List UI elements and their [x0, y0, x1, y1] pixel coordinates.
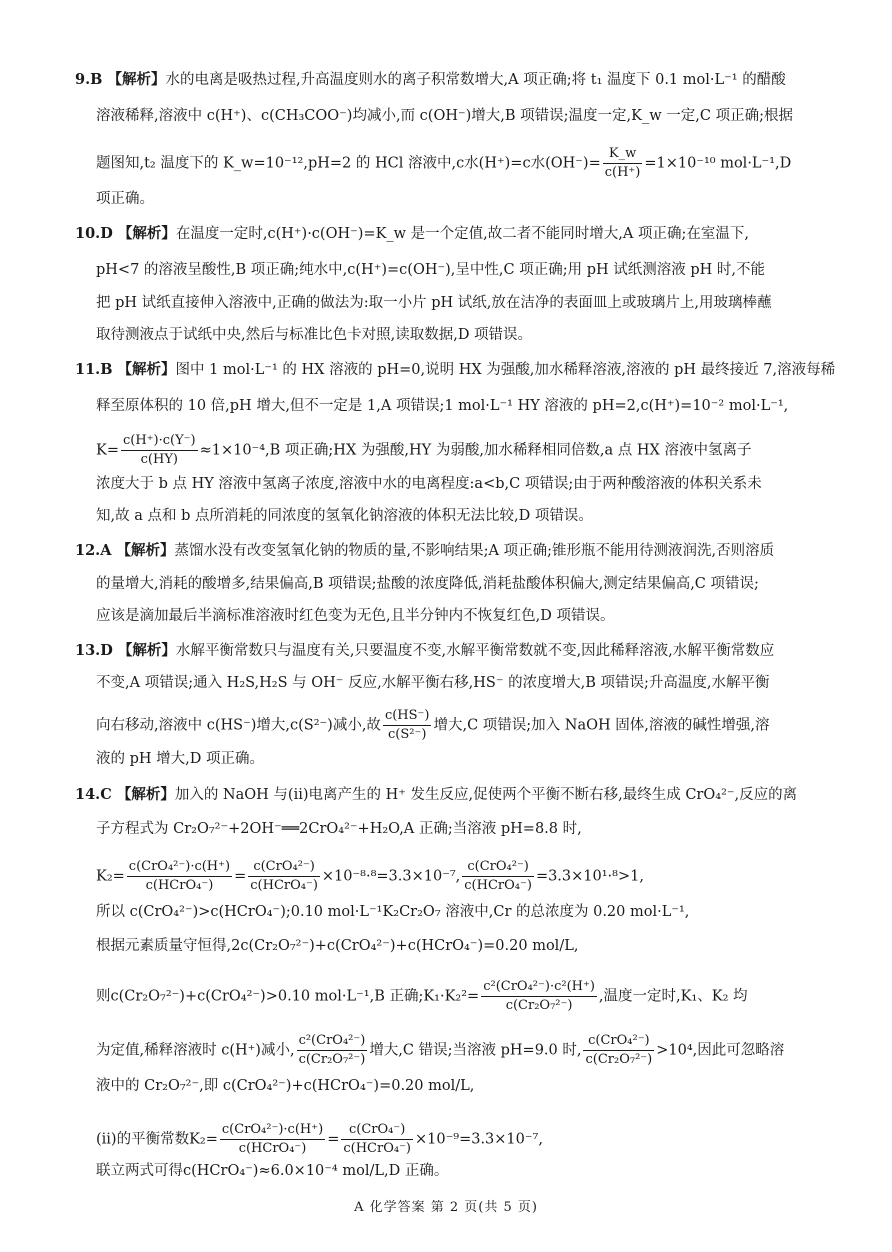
fraction-denominator: c(HCrO₄⁻): [145, 878, 214, 893]
fraction-numerator: c(HS⁻): [383, 708, 432, 726]
q14-fraction-4: [481, 979, 597, 1014]
q13-line-4: 液的 pH 增大,D 项正确。: [96, 751, 264, 767]
q13-line-3: [96, 708, 769, 743]
q12-line-2: 的量增大,消耗的酸增多,结果偏高,B 项错误;盐酸的浓度降低,消耗盐酸体积偏大,测定结果偏高,C 项错误;: [96, 576, 759, 592]
q14-line-1: [75, 786, 797, 804]
fraction-denominator: c(Cr₂O₇²⁻): [298, 1052, 366, 1067]
fraction-numerator: c²(CrO₄²⁻)·c²(H⁺): [481, 979, 597, 997]
fraction-denominator: c(HY): [140, 452, 178, 467]
q14-text: 则c(Cr₂O₇²⁻)+c(CrO₄²⁻)>0.10 mol·L⁻¹,B 正确;K₁·K₂²=: [96, 988, 480, 1005]
q14-line-10: 联立两式可得c(HCrO₄⁻)≈6.0×10⁻⁴ mol/L,D 正确。: [96, 1163, 449, 1179]
q12-line-3: 应该是滴加最后半滴标准溶液时红色变为无色,且半分钟内不恢复红色,D 项错误。: [96, 608, 615, 624]
q11-line-3: [96, 433, 751, 468]
q9-line-4: 项正确。: [96, 191, 154, 207]
q9-line-3: [96, 146, 791, 181]
fraction-denominator: c(H⁺): [604, 165, 641, 180]
q14-fraction-8: [341, 1122, 413, 1157]
q10-header: 10.D 【解析】: [75, 225, 176, 242]
q11-header: 11.B 【解析】: [75, 361, 176, 378]
fraction-denominator: c(Cr₂O₇²⁻): [505, 998, 573, 1013]
fraction-denominator: c(HCrO₄⁻): [250, 878, 318, 893]
q11-line-2: 释至原体积的 10 倍,pH 增大,但不一定是 1,A 项错误;1 mol·L⁻¹ HY 溶液的 pH=2,c(H⁺)=10⁻² mol·L⁻¹,: [96, 398, 789, 414]
q14-line-5: 根据元素质量守恒得,2c(Cr₂O₇²⁻)+c(CrO₄²⁻)+c(HCrO₄⁻)=0.20 mol/L,: [96, 938, 579, 954]
q11-line-5: 知,故 a 点和 b 点所消耗的同浓度的氢氧化钠溶液的体积无法比较,D 项错误。: [96, 508, 593, 524]
fraction-numerator: c(H⁺)·c(Y⁻): [121, 433, 198, 451]
q14-text: ×10⁻⁸·⁸=3.3×10⁻⁷,: [321, 868, 461, 885]
q12-line-1: [75, 542, 774, 560]
q14-text: =: [234, 868, 247, 885]
q14-text: 为定值,稀释溶液时 c(H⁺)减小,: [96, 1042, 295, 1059]
q9-line-2: 溶液稀释,溶液中 c(H⁺)、c(CH₃COO⁻)均减小,而 c(OH⁻)增大,B 项错误;温度一定,K_w 一定,C 项正确;根据: [96, 108, 793, 124]
q11-line-4: 浓度大于 b 点 HY 溶液中氢离子浓度,溶液中水的电离程度:a<b,C 项错误;由于两种酸溶液的体积关系未: [96, 476, 762, 492]
q14-fraction-6: [583, 1033, 654, 1068]
q9-fraction: [603, 146, 643, 181]
q14-fraction-2: [248, 859, 320, 894]
fraction-numerator: c(CrO₄²⁻): [248, 859, 320, 877]
fraction-numerator: c(CrO₄²⁻)·c(H⁺): [220, 1122, 325, 1140]
q14-fraction-3: [462, 859, 534, 894]
q10-line-1: [75, 225, 749, 243]
q14-line-3: [96, 859, 644, 894]
fraction-numerator: c(CrO₄²⁻)·c(H⁺): [127, 859, 232, 877]
q14-text: ×10⁻⁹=3.3×10⁻⁷,: [415, 1131, 543, 1148]
fraction-numerator: c²(CrO₄²⁻): [297, 1033, 368, 1051]
q14-fraction-7: [220, 1122, 325, 1157]
page-footer: A 化学答案 第 2 页(共 5 页): [354, 1200, 538, 1215]
q14-text: (ⅱ)的平衡常数K₂=: [96, 1131, 218, 1148]
q14-line-4: 所以 c(CrO₄²⁻)>c(HCrO₄⁻);0.10 mol·L⁻¹K₂Cr₂O₇ 溶液中,Cr 的总浓度为 0.20 mol·L⁻¹,: [96, 904, 690, 920]
q14-text: K₂=: [96, 868, 125, 885]
q14-fraction-5: [297, 1033, 368, 1068]
fraction-denominator: c(S²⁻): [388, 727, 427, 742]
q12-header: 12.A 【解析】: [75, 542, 175, 559]
q10-line-3: 把 pH 试纸直接伸入溶液中,正确的做法为:取一小片 pH 试纸,放在洁净的表面皿上或玻璃片上,用玻璃棒蘸: [96, 295, 772, 311]
fraction-denominator: c(Cr₂O₇²⁻): [585, 1052, 653, 1067]
q10-line-4: 取待测液点于试纸中央,然后与标准比色卡对照,读取数据,D 项错误。: [96, 327, 533, 343]
fraction-denominator: c(HCrO₄⁻): [343, 1141, 411, 1156]
q14-fraction-1: [127, 859, 232, 894]
q9-text: =1×10⁻¹⁰ mol·L⁻¹,D: [644, 155, 792, 172]
q14-text: =3.3×10¹·⁸>1,: [535, 868, 644, 885]
q9-line-1: [75, 71, 786, 89]
q13-line-1: [75, 642, 774, 660]
q14-line-6: [96, 979, 748, 1014]
q9-header: 9.B 【解析】: [75, 71, 166, 88]
q11-line-1: [75, 361, 835, 379]
q11-text: 图中 1 mol·L⁻¹ 的 HX 溶液的 pH=0,说明 HX 为强酸,加水稀释溶液,溶液的 pH 最终接近 7,溶液每稀: [175, 362, 836, 378]
q14-text: 增大,C 错误;当溶液 pH=9.0 时,: [369, 1042, 582, 1059]
q14-line-9: [96, 1122, 543, 1157]
fraction-denominator: c(HCrO₄⁻): [464, 878, 532, 893]
q9-text: 水的电离是吸热过程,升高温度则水的离子积常数增大,A 项正确;将 t₁ 温度下 0.1 mol·L⁻¹ 的醋酸: [165, 72, 786, 88]
q13-fraction: [383, 708, 432, 743]
q11-text: K=: [96, 442, 119, 459]
q9-text: 题图知,t₂ 温度下的 K_w=10⁻¹²,pH=2 的 HCl 溶液中,c水(H⁺)=c水(OH⁻)=: [96, 155, 601, 172]
q14-text: ,温度一定时,K₁、K₂ 均: [598, 988, 748, 1005]
fraction-numerator: c(CrO₄²⁻): [583, 1033, 654, 1051]
fraction-numerator: c(CrO₄⁻): [341, 1122, 413, 1140]
q14-line-7: [96, 1033, 784, 1068]
q14-line-8: 液中的 Cr₂O₇²⁻,即 c(CrO₄²⁻)+c(HCrO₄⁻)=0.20 mol/L,: [96, 1078, 475, 1094]
q10-line-2: pH<7 的溶液呈酸性,B 项正确;纯水中,c(H⁺)=c(OH⁻),呈中性,C 项正确;用 pH 试纸测溶液 pH 时,不能: [96, 262, 765, 278]
fraction-denominator: c(HCrO₄⁻): [238, 1141, 307, 1156]
q13-text: 增大,C 项错误;加入 NaOH 固体,溶液的碱性增强,溶: [433, 717, 770, 734]
q11-text: ≈1×10⁻⁴,B 项正确;HX 为强酸,HY 为弱酸,加水稀释相同倍数,a 点 HX 溶液中氢离子: [199, 442, 752, 459]
q13-header: 13.D 【解析】: [75, 642, 176, 659]
q12-text: 蒸馏水没有改变氢氧化钠的物质的量,不影响结果;A 项正确;锥形瓶不能用待测液润洗,否则溶质: [174, 543, 775, 559]
q10-text: 在温度一定时,c(H⁺)·c(OH⁻)=K_w 是一个定值,故二者不能同时增大,A 项正确;在室温下,: [175, 226, 749, 242]
q13-text: 水解平衡常数只与温度有关,只要温度不变,水解平衡常数就不变,因此稀释溶液,水解平衡常数应: [175, 643, 775, 659]
q14-text: 加入的 NaOH 与(ⅱ)电离产生的 H⁺ 发生反应,促使两个平衡不断右移,最终生成 CrO₄²⁻,反应的离: [174, 787, 798, 803]
q14-text: >10⁴,因此可忽略溶: [656, 1042, 785, 1059]
q14-text: =: [327, 1131, 340, 1148]
q14-line-2: 子方程式为 Cr₂O₇²⁻+2OH⁻══2CrO₄²⁻+H₂O,A 正确;当溶液 pH=8.8 时,: [96, 821, 582, 837]
fraction-numerator: K_w: [603, 146, 643, 164]
q13-text: 向右移动,溶液中 c(HS⁻)增大,c(S²⁻)减小,故: [96, 717, 381, 734]
q13-line-2: 不变,A 项错误;通入 H₂S,H₂S 与 OH⁻ 反应,水解平衡右移,HS⁻ 的浓度增大,B 项错误;升高温度,水解平衡: [96, 675, 770, 691]
q11-fraction: [121, 433, 198, 468]
fraction-numerator: c(CrO₄²⁻): [462, 859, 534, 877]
q14-header: 14.C 【解析】: [75, 786, 175, 803]
